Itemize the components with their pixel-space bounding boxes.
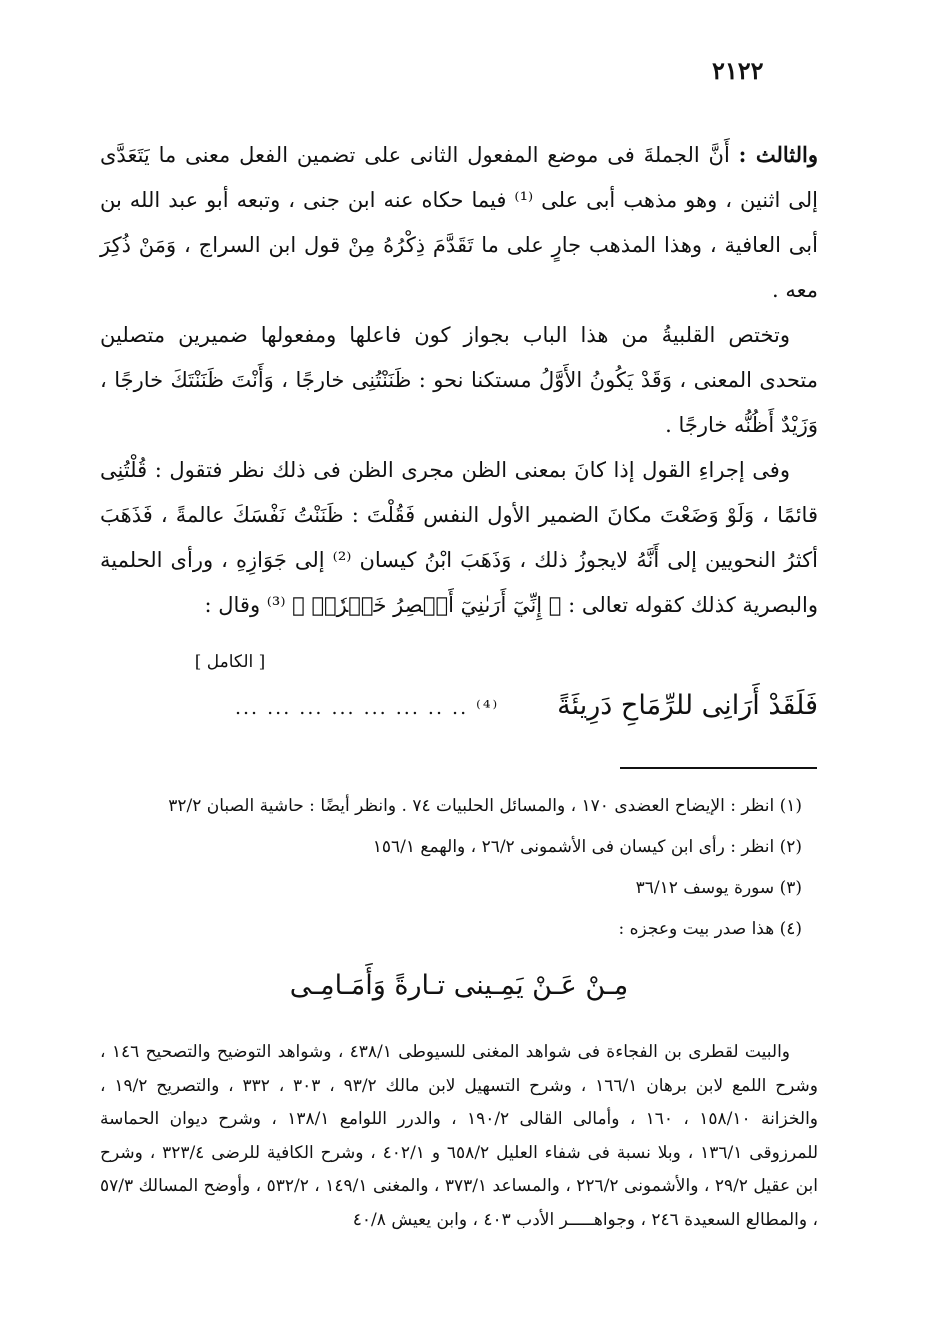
main-text	[100, 132, 818, 628]
verse-hemistich: فَلَقَدْ أَرَانِى للرِّمَاحِ دَرِيئَةً	[557, 690, 818, 721]
page-number: ٢١٢٢	[712, 56, 764, 85]
footnote-continuation-text: والبيت لقطرى بن الفجاءة فى شواهد المغنى للسيوطى ٤٣٨/١ ، وشواهد التوضيح والتصحيح ١٤٦ ، وشرح اللمع لابن برهان ١٦٦/١ ، وشرح التسهيل لابن مالك ٩٣/٢ ، ٣٠٣ ، ٣٣٢ ، والتصريح ١٩/٢ ، والخزانة ١٥٨/١٠ ، ١٦٠ ، وأمالى القالى ١٩٠/٢ ، والدرر اللوامع ١٣٨/١ ، وشرح ديوان الحماسة للمرزوقى ١٣٦/١ ، وبلا نسبة فى شفاء العليل ٦٥٨/٢ و ٤٠٢/١ ، وشرح الكافية للرضى ٣٢٣/٤ ، وشرح ابن عقيل ٢٩/٢ ، والأشمونى ٢٢٦/٢ ، والمساعد ٣٧٣/١ ، والمغنى ١٤٩/١ ، ٥٣٢/٢ ، وأوضح المسالك ٥٧/٣ ، والمطالع السعيدة ٢٤٦ ، وجواهـــــر الأدب ٤٠٣ ، وابن يعيش ٤٠/٨	[100, 1042, 819, 1230]
footnote-2: (٢) انظر : رأى ابن كيسان فى الأشمونى ٢٦/٢ ، والهمع ١٥٦/١	[372, 837, 802, 857]
verse-second-hemistich: مِـنْ عَـنْ يَمِـينى تـارةً وَأَمَـامِـى	[289, 970, 629, 1001]
poetic-meter-label: [ الكامل ]	[194, 652, 266, 672]
verse-ellipsis: ⁽⁴⁾ .. .. ... ... ... ... ... ...	[234, 697, 500, 719]
paragraph-text: وتختص القلبيةُ من هذا الباب بجواز كون فاعلها ومفعولها ضميرين متصلين متحدى المعنى ، وَقَدْ يَكُونُ الأَوَّلُ مستكنا نحو : ظَنَنْتُنِى خارجًا ، وَأَنْتَ ظَنَنْتَكَ خارجًا ، وَزَيْدٌ أَظُنُّه خارجًا .	[100, 323, 818, 437]
paragraph-2	[100, 313, 818, 448]
footnote-continuation	[100, 1036, 818, 1237]
footnote-1: (١) انظر : الإيضاح العضدى ١٧٠ ، والمسائل الحلبيات ٧٤ . وانظر أيضًا : حاشية الصبان ٣٢/٢	[168, 796, 802, 816]
footnote-4: (٤) هذا صدر بيت وعجزه :	[618, 919, 802, 939]
footnote-3: (٣) سورة يوسف ٣٦/١٢	[635, 878, 802, 898]
paragraph-text: أَنَّ الجملةَ فى موضع المفعول الثانى على تضمين الفعل معنى ما يَتَعَدَّى إلى اثنين ، وهو مذهب أبى على ⁽¹⁾ فيما حكاه عنه ابن جنى ، وتبعه أبو عبد الله بن أبى العافية ، وهذا المذهب جارٍ على ما تَقَدَّمَ ذِكْرُهُ مِنْ قول ابن السراج ، وَمَنْ ذُكِرَ معه .	[100, 143, 819, 302]
paragraph-1	[100, 132, 818, 313]
paragraph-text: وفى إجراءِ القول إذا كانَ بمعنى الظن مجرى الظن فى ذلك نظر فتقول : قُلْتُنِى قائمًا ، وَلَوْ وَضَعْتَ مكانَ الضمير الأول النفس فَقُلْتَ : ظَنَنْتُ نَفْسَكَ عالمةً ، فَذَهَبَ أكثرُ النحويين إلى أَنَّهُ لايجوزُ ذلك ، وَذَهَبَ ابْنُ كيسان ⁽²⁾ إلى جَوَازِهِ ، ورأى الحلمية والبصرية كذلك كقوله تعالى : ﴿ إِنِّيٓ أَرَىٰنِيٓ أَعۡصِرُ خَمۡرٗاۖ ﴾ ⁽³⁾ وقال :	[100, 458, 818, 617]
verse-line	[100, 690, 818, 721]
paragraph-lead: والثالث :	[738, 142, 818, 167]
footnote-separator	[620, 767, 817, 769]
footnotes	[100, 786, 818, 950]
paragraph-3	[100, 448, 818, 628]
